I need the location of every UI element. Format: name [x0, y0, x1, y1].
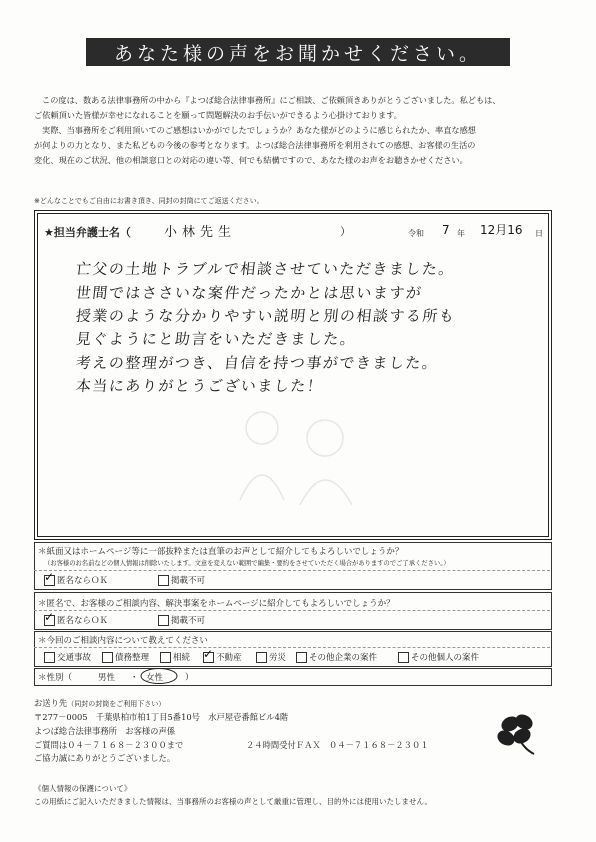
option-workers-comp[interactable] [256, 651, 286, 663]
intro-line: この度は、数ある法律事務所の中から『よつば総合法律事務所』にご相談、ご依頼頂きありがとうございました。私どもは、 [42, 95, 501, 105]
option-label: 匿名ならＯＫ [57, 576, 109, 586]
divider [34, 610, 550, 611]
handwritten-line: 本当にありがとうございました！ [75, 377, 325, 395]
checkbox[interactable] [158, 615, 169, 626]
privacy-text: この用紙にご記入いただきました情報は、当事務所のお客様の声として厳重に管理し、目的外には使用いたしません。 [34, 797, 432, 806]
office-name: よつば総合法律事務所 お客様の声係 [34, 726, 176, 736]
option-no-publish[interactable] [158, 574, 205, 586]
option-label: 相続 [173, 653, 191, 663]
question-category-title: ＊今回のご相談内容について教えてください [38, 636, 208, 646]
option-debt[interactable] [102, 651, 149, 663]
lawyer-label: ★担当弁護士名（ [44, 226, 131, 239]
clover-logo [492, 706, 548, 766]
divider [34, 647, 550, 648]
option-label: 債務整理 [115, 653, 150, 663]
option-no-publish[interactable] [158, 614, 205, 626]
option-label: その他個人の案件 [411, 653, 480, 663]
intro-line: が何よりの力となり、また私どもの今後の参考となります。よつば総合法律事務所を利用されての感想、お客様の生活の [34, 140, 476, 150]
option-traffic-accident[interactable] [44, 651, 91, 663]
page-title: あなた様の声をお聞かせください。 [86, 38, 510, 66]
option-label: 匿名ならＯＫ [57, 616, 109, 626]
option-label: 労災 [269, 653, 287, 663]
checkbox[interactable] [160, 652, 171, 663]
year-unit: 年 [457, 229, 465, 238]
intro-line: ご依頼頂いた皆様が幸せになれることを願って問題解決のお手伝いができるよう心掛けております。 [34, 110, 402, 120]
checkbox[interactable] [44, 652, 55, 663]
handwritten-line: 見ぐようにと助言をいただきました。 [75, 330, 358, 348]
send-note: （同封の封筒をご利用下さい） [67, 700, 166, 708]
year-value: 7 [442, 223, 450, 237]
intro-line: 実際、当事務所をご利用頂いてのご感想はいかがでしたでしょうか？あなた様がどのように感じられたか、率直な感想 [42, 125, 476, 135]
question-publish-title: ＊紙面又はホームページ等に一部抜粋または直筆のお声として紹介してもよろしいでしょうか？ [38, 547, 404, 557]
question-case-title: ＊匿名で、お客様のご相談内容、解決事案をホームページに紹介してもよろしいでしょうか？ [38, 599, 395, 609]
send-to-text: お送り先 [34, 698, 68, 708]
option-real-estate[interactable] [203, 651, 242, 663]
checkbox-checked[interactable] [44, 615, 55, 626]
lawyer-name: 小林先生 [164, 225, 237, 240]
address: 〒277－0005 千葉県柏市柏1丁目5番10号 水戸屋壱番館ビル4階 [34, 712, 289, 722]
gender-close: ） [185, 673, 194, 683]
phone-inquiry: ご質問は０４－７１６８－２３００まで [34, 740, 184, 750]
thanks-text: ご協力誠にありがとうございました。 [34, 753, 176, 763]
divider [34, 570, 550, 571]
question-publish-note: （お客様のお名前などの個人情報は削除いたします。文意を変えない範囲で編集・要約をさせていただく場合がありますのでご了承ください。） [44, 560, 450, 567]
option-anonymous-ok[interactable] [44, 614, 108, 626]
gender-male[interactable]: 男性 [98, 673, 116, 683]
checkbox[interactable] [256, 652, 267, 663]
option-label: 掲載不可 [171, 616, 206, 626]
checkbox[interactable] [102, 652, 113, 663]
intro-note: ※どんなことでもご自由にお書き頂き、同封の封筒にてご返送ください。 [34, 197, 264, 205]
checkbox-checked[interactable] [203, 652, 214, 663]
selection-circle [139, 667, 179, 685]
privacy-title: 《個人情報の保護について》 [34, 784, 132, 793]
intro-paragraph [34, 93, 564, 168]
gender-separator: ・ [130, 673, 139, 683]
checkbox[interactable] [398, 652, 409, 663]
lawyer-close: ） [340, 225, 351, 238]
day-unit: 日 [535, 229, 543, 238]
handwritten-line: 亡父の土地トラブルで相談させていただきました。 [75, 260, 456, 278]
month-day-value: 12月16 [480, 223, 523, 237]
gender-label: ＊性別（ [38, 673, 73, 683]
handwritten-line: 考えの整理がつき、自信を持つ事ができました。 [75, 354, 440, 372]
faint-illustration [230, 400, 360, 510]
option-anonymous-ok[interactable] [44, 574, 108, 586]
option-personal[interactable] [398, 651, 479, 663]
checkbox[interactable] [296, 652, 307, 663]
send-to-label [34, 697, 165, 709]
fax-number: ２４時間受付ＦＡＸ ０４－７１６８－２３０１ [246, 740, 429, 750]
option-inheritance[interactable] [160, 651, 190, 663]
option-corporate[interactable] [296, 651, 377, 663]
handwritten-line: 世間ではささいな案件だったかとは思いますが [75, 284, 424, 302]
era-label: 令和 [408, 229, 424, 238]
option-label: 不動産 [216, 653, 242, 663]
gender-female-selected[interactable]: 女性 [146, 673, 164, 683]
option-label: 交通事故 [57, 653, 92, 663]
handwritten-line: 授業のような分かりやすい説明と別の相談する所も [75, 307, 457, 325]
intro-line: 変化、現在のご状況、他の相談窓口との対応の違い等、何でも結構ですので、あなた様のお声をお聴きかせください。 [34, 155, 468, 165]
checkbox[interactable] [158, 575, 169, 586]
option-label: その他企業の案件 [309, 653, 378, 663]
option-label: 掲載不可 [171, 576, 206, 586]
checkbox-checked[interactable] [44, 575, 55, 586]
